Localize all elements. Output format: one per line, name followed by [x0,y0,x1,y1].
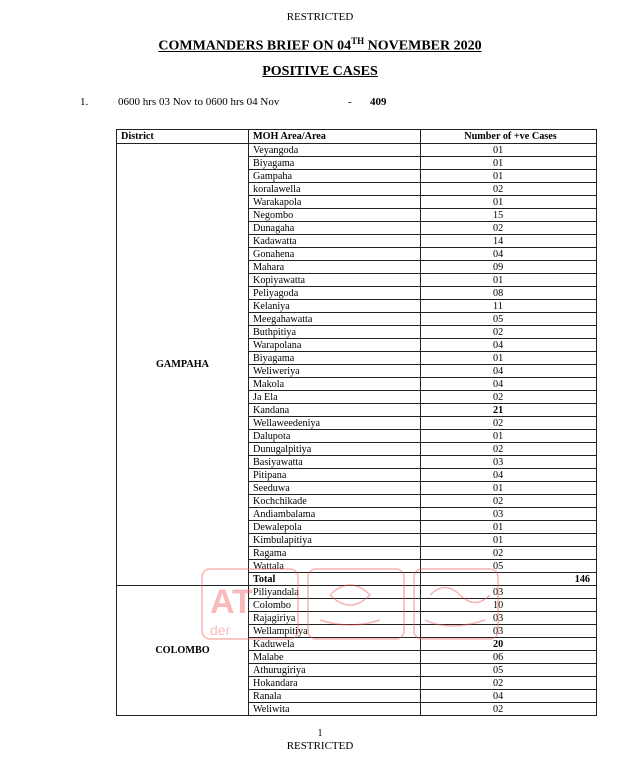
total-label: Total [249,573,421,586]
item-period: 0600 hrs 03 Nov to 0600 hrs 04 Nov [118,96,280,108]
watermark-text: AT [210,583,253,621]
moh-area-cell: Kochchikade [249,495,421,508]
table-row [117,144,597,157]
cases-cell: 05 [421,560,597,573]
moh-area-cell: Dunagaha [249,222,421,235]
cases-cell: 01 [421,144,597,157]
district-cell: GAMPAHA [117,144,249,586]
cases-cell: 11 [421,300,597,313]
table-header-row [117,130,597,144]
moh-area-cell: Weliweriya [249,365,421,378]
cases-cell: 04 [421,469,597,482]
cases-cell: 02 [421,417,597,430]
moh-area-cell: Dalupota [249,430,421,443]
moh-area-cell: Kadawatta [249,235,421,248]
header-cases: Number of +ve Cases [421,130,597,144]
title-sup: TH [351,36,365,46]
cases-cell: 01 [421,274,597,287]
moh-area-cell: Mahara [249,261,421,274]
total-value: 146 [421,573,597,586]
moh-area-cell: Kopiyawatta [249,274,421,287]
cases-cell: 04 [421,365,597,378]
cases-cell: 03 [421,625,597,638]
cases-cell: 04 [421,690,597,703]
moh-area-cell: Kandana [249,404,421,417]
moh-area-cell: Ja Ela [249,391,421,404]
footer-restricted: RESTRICTED [286,740,354,752]
moh-area-cell: Athurugiriya [249,664,421,677]
cases-cell: 02 [421,703,597,716]
cases-cell: 03 [421,586,597,599]
cases-cell: 14 [421,235,597,248]
moh-area-cell: Weliwita [249,703,421,716]
moh-area-cell: Pitipana [249,469,421,482]
document-subtitle: POSITIVE CASES [262,64,378,79]
moh-area-cell: Rajagiriya [249,612,421,625]
header-restricted: RESTRICTED [286,11,354,23]
moh-area-cell: Seeduwa [249,482,421,495]
title-suffix: NOVEMBER 2020 [364,38,482,54]
moh-area-cell: Peliyagoda [249,287,421,300]
moh-area-cell: Malabe [249,651,421,664]
cases-cell: 03 [421,508,597,521]
cases-cell: 02 [421,547,597,560]
cases-cell: 01 [421,482,597,495]
table-row [117,586,597,599]
cases-cell: 03 [421,612,597,625]
cases-cell: 21 [421,404,597,417]
item-number: 1. [80,96,89,108]
cases-cell: 05 [421,313,597,326]
cases-cell: 04 [421,248,597,261]
cases-cell: 02 [421,677,597,690]
moh-area-cell: Piliyandala [249,586,421,599]
watermark-subtext: der [210,622,231,638]
cases-cell: 02 [421,495,597,508]
header-moh-area: MOH Area/Area [249,130,421,144]
moh-area-cell: Ragama [249,547,421,560]
cases-cell: 04 [421,378,597,391]
moh-area-cell: Buthpitiya [249,326,421,339]
moh-area-cell: Negombo [249,209,421,222]
cases-cell: 02 [421,443,597,456]
cases-cell: 20 [421,638,597,651]
item-count: 409 [370,96,387,108]
moh-area-cell: Andiambalama [249,508,421,521]
moh-area-cell: Colombo [249,599,421,612]
header-district: District [117,130,249,144]
cases-cell: 01 [421,534,597,547]
cases-cell: 15 [421,209,597,222]
positive-cases-table [116,129,597,716]
district-cell: COLOMBO [117,586,249,716]
moh-area-cell: Biyagama [249,157,421,170]
moh-area-cell: Kaduwela [249,638,421,651]
cases-cell: 02 [421,391,597,404]
cases-cell: 06 [421,651,597,664]
moh-area-cell: Gampaha [249,170,421,183]
cases-cell: 09 [421,261,597,274]
cases-cell: 08 [421,287,597,300]
moh-area-cell: Wellampitiya [249,625,421,638]
cases-cell: 01 [421,352,597,365]
moh-area-cell: Wellaweedeniya [249,417,421,430]
moh-area-cell: Biyagama [249,352,421,365]
moh-area-cell: Warapolana [249,339,421,352]
cases-cell: 01 [421,430,597,443]
item-dash: - [348,96,352,108]
moh-area-cell: Warakapola [249,196,421,209]
cases-cell: 02 [421,222,597,235]
moh-area-cell: Dewalepola [249,521,421,534]
moh-area-cell: Dunugalpitiya [249,443,421,456]
cases-cell: 05 [421,664,597,677]
moh-area-cell: Ranala [249,690,421,703]
cases-cell: 04 [421,339,597,352]
cases-cell: 02 [421,183,597,196]
moh-area-cell: Basiyawatta [249,456,421,469]
moh-area-cell: Makola [249,378,421,391]
moh-area-cell: Gonahena [249,248,421,261]
moh-area-cell: Kimbulapitiya [249,534,421,547]
cases-cell: 10 [421,599,597,612]
moh-area-cell: Kelaniya [249,300,421,313]
cases-cell: 01 [421,521,597,534]
cases-cell: 01 [421,170,597,183]
page-number: 1 [317,728,323,739]
moh-area-cell: Veyangoda [249,144,421,157]
document-title [0,36,640,55]
cases-cell: 02 [421,326,597,339]
moh-area-cell: Meegahawatta [249,313,421,326]
cases-cell: 01 [421,157,597,170]
moh-area-cell: koralawella [249,183,421,196]
cases-cell: 01 [421,196,597,209]
moh-area-cell: Wattala [249,560,421,573]
cases-cell: 03 [421,456,597,469]
title-prefix: COMMANDERS BRIEF ON 04 [158,38,352,54]
moh-area-cell: Hokandara [249,677,421,690]
